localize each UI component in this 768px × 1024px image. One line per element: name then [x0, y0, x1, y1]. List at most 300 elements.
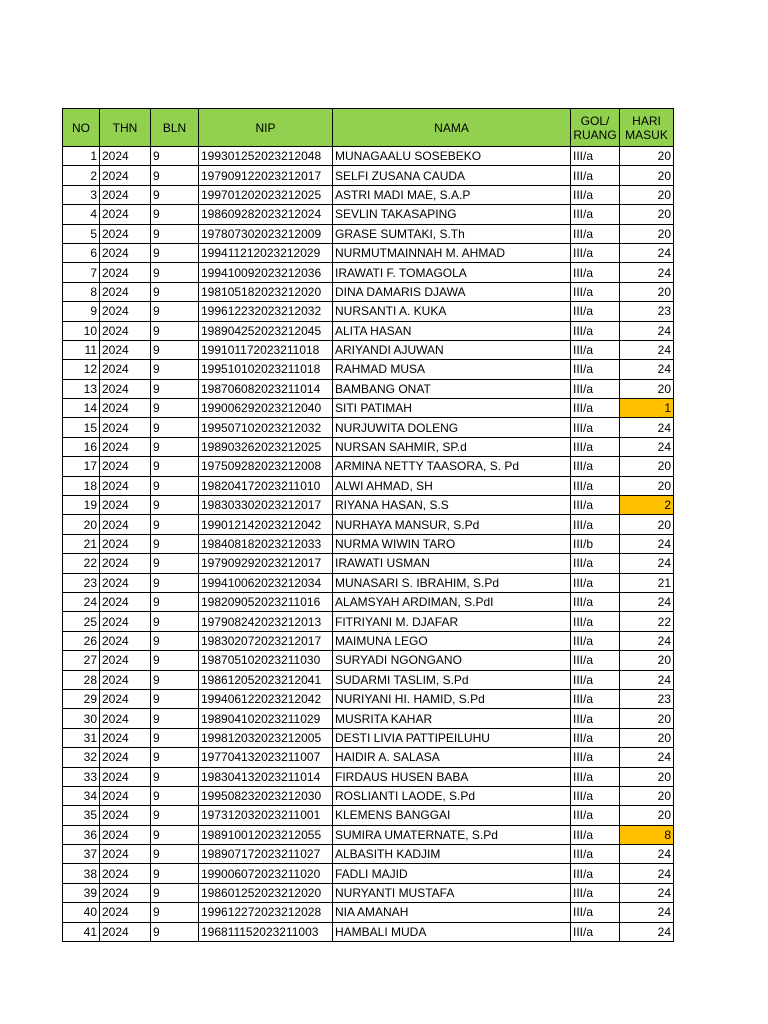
cell-hari-masuk: 20	[620, 379, 674, 398]
cell-bln: 9	[151, 573, 199, 592]
cell-thn: 2024	[100, 689, 151, 708]
cell-bln: 9	[151, 806, 199, 825]
cell-hari-masuk: 20	[620, 166, 674, 185]
cell-thn: 2024	[100, 340, 151, 359]
cell-bln: 9	[151, 224, 199, 243]
cell-nama: DINA DAMARIS DJAWA	[333, 282, 571, 301]
cell-nama: SELFI ZUSANA CAUDA	[333, 166, 571, 185]
cell-nip: 197704132023211007	[199, 748, 333, 767]
cell-hari-masuk: 24	[620, 670, 674, 689]
cell-hari-masuk: 24	[620, 243, 674, 262]
cell-nip: 199410062023212034	[199, 573, 333, 592]
table-row	[63, 806, 674, 825]
cell-thn: 2024	[100, 592, 151, 611]
cell-no: 7	[63, 263, 100, 282]
cell-gol-ruang: III/a	[571, 806, 620, 825]
table-row	[63, 379, 674, 398]
cell-gol-ruang: III/a	[571, 302, 620, 321]
cell-nip: 199406122023212042	[199, 689, 333, 708]
cell-thn: 2024	[100, 573, 151, 592]
cell-hari-masuk: 8	[620, 825, 674, 844]
cell-nip: 198209052023211016	[199, 592, 333, 611]
cell-no: 26	[63, 631, 100, 650]
table-row	[63, 748, 674, 767]
table-row	[63, 147, 674, 166]
table-row	[63, 340, 674, 359]
cell-nama: MUNASARI S. IBRAHIM, S.Pd	[333, 573, 571, 592]
cell-bln: 9	[151, 476, 199, 495]
cell-gol-ruang: III/a	[571, 379, 620, 398]
cell-bln: 9	[151, 689, 199, 708]
cell-bln: 9	[151, 496, 199, 515]
cell-nip: 198601252023212020	[199, 883, 333, 902]
cell-gol-ruang: III/a	[571, 786, 620, 805]
cell-no: 41	[63, 922, 100, 941]
cell-no: 1	[63, 147, 100, 166]
cell-nama: ALITA HASAN	[333, 321, 571, 340]
cell-thn: 2024	[100, 457, 151, 476]
header-gol-line1: GOL/	[580, 113, 610, 128]
cell-no: 4	[63, 205, 100, 224]
table-row	[63, 612, 674, 631]
cell-nip: 199411212023212029	[199, 243, 333, 262]
table-row	[63, 786, 674, 805]
cell-hari-masuk: 20	[620, 709, 674, 728]
cell-gol-ruang: III/a	[571, 631, 620, 650]
cell-thn: 2024	[100, 302, 151, 321]
cell-nip: 197908242023212013	[199, 612, 333, 631]
table-row	[63, 845, 674, 864]
cell-thn: 2024	[100, 166, 151, 185]
table-row	[63, 515, 674, 534]
cell-nama: RIYANA HASAN, S.S	[333, 496, 571, 515]
cell-no: 22	[63, 554, 100, 573]
cell-nama: SITI PATIMAH	[333, 399, 571, 418]
cell-thn: 2024	[100, 534, 151, 553]
cell-nip: 199012142023212042	[199, 515, 333, 534]
cell-nama: HAMBALI MUDA	[333, 922, 571, 941]
cell-nama: NURIYANI HI. HAMID, S.Pd	[333, 689, 571, 708]
cell-bln: 9	[151, 282, 199, 301]
cell-thn: 2024	[100, 651, 151, 670]
cell-thn: 2024	[100, 670, 151, 689]
cell-bln: 9	[151, 748, 199, 767]
cell-thn: 2024	[100, 399, 151, 418]
cell-bln: 9	[151, 709, 199, 728]
cell-no: 14	[63, 399, 100, 418]
cell-thn: 2024	[100, 554, 151, 573]
cell-nip: 198304132023211014	[199, 767, 333, 786]
cell-nama: FITRIYANI M. DJAFAR	[333, 612, 571, 631]
cell-hari-masuk: 21	[620, 573, 674, 592]
cell-no: 12	[63, 360, 100, 379]
cell-no: 19	[63, 496, 100, 515]
cell-thn: 2024	[100, 709, 151, 728]
cell-bln: 9	[151, 883, 199, 902]
cell-no: 8	[63, 282, 100, 301]
header-gol-line2: RUANG	[573, 127, 617, 142]
cell-hari-masuk: 24	[620, 360, 674, 379]
cell-no: 35	[63, 806, 100, 825]
cell-nip: 198903262023212025	[199, 437, 333, 456]
cell-bln: 9	[151, 379, 199, 398]
cell-thn: 2024	[100, 418, 151, 437]
cell-gol-ruang: III/a	[571, 476, 620, 495]
cell-nip: 198705102023211030	[199, 651, 333, 670]
cell-no: 29	[63, 689, 100, 708]
cell-thn: 2024	[100, 360, 151, 379]
cell-nama: SUMIRA UMATERNATE, S.Pd	[333, 825, 571, 844]
table-row	[63, 670, 674, 689]
cell-nip: 198706082023211014	[199, 379, 333, 398]
cell-thn: 2024	[100, 437, 151, 456]
cell-no: 13	[63, 379, 100, 398]
cell-no: 38	[63, 864, 100, 883]
cell-nama: MAIMUNA LEGO	[333, 631, 571, 650]
header-gol-ruang	[571, 109, 620, 147]
cell-nama: ALAMSYAH ARDIMAN, S.PdI	[333, 592, 571, 611]
cell-no: 18	[63, 476, 100, 495]
cell-no: 9	[63, 302, 100, 321]
cell-thn: 2024	[100, 185, 151, 204]
cell-nip: 196811152023211003	[199, 922, 333, 941]
cell-nama: BAMBANG ONAT	[333, 379, 571, 398]
cell-nip: 198612052023212041	[199, 670, 333, 689]
cell-no: 3	[63, 185, 100, 204]
table-row	[63, 825, 674, 844]
cell-nama: ALWI AHMAD, SH	[333, 476, 571, 495]
cell-hari-masuk: 22	[620, 612, 674, 631]
cell-no: 15	[63, 418, 100, 437]
cell-nip: 198907172023211027	[199, 845, 333, 864]
cell-nama: MUSRITA KAHAR	[333, 709, 571, 728]
cell-bln: 9	[151, 903, 199, 922]
cell-gol-ruang: III/a	[571, 282, 620, 301]
cell-nama: NURHAYA MANSUR, S.Pd	[333, 515, 571, 534]
cell-bln: 9	[151, 534, 199, 553]
cell-bln: 9	[151, 670, 199, 689]
table-row	[63, 321, 674, 340]
cell-thn: 2024	[100, 786, 151, 805]
cell-hari-masuk: 20	[620, 185, 674, 204]
cell-hari-masuk: 20	[620, 224, 674, 243]
header-nip: NIP	[199, 109, 333, 147]
cell-bln: 9	[151, 457, 199, 476]
table-row	[63, 224, 674, 243]
cell-bln: 9	[151, 321, 199, 340]
cell-nama: ROSLIANTI LAODE, S.Pd	[333, 786, 571, 805]
cell-gol-ruang: III/a	[571, 728, 620, 747]
header-hari-line2: MASUK	[625, 127, 668, 142]
cell-nama: IRAWATI USMAN	[333, 554, 571, 573]
cell-gol-ruang: III/a	[571, 457, 620, 476]
cell-bln: 9	[151, 845, 199, 864]
cell-nama: FIRDAUS HUSEN BABA	[333, 767, 571, 786]
cell-bln: 9	[151, 554, 199, 573]
cell-hari-masuk: 20	[620, 147, 674, 166]
cell-nama: ARMINA NETTY TAASORA, S. Pd	[333, 457, 571, 476]
cell-bln: 9	[151, 825, 199, 844]
cell-nip: 197509282023212008	[199, 457, 333, 476]
cell-gol-ruang: III/a	[571, 205, 620, 224]
table-row	[63, 709, 674, 728]
cell-gol-ruang: III/a	[571, 883, 620, 902]
cell-no: 34	[63, 786, 100, 805]
cell-bln: 9	[151, 651, 199, 670]
cell-thn: 2024	[100, 205, 151, 224]
table-row	[63, 864, 674, 883]
cell-no: 32	[63, 748, 100, 767]
cell-nip: 199410092023212036	[199, 263, 333, 282]
cell-thn: 2024	[100, 922, 151, 941]
cell-gol-ruang: III/a	[571, 845, 620, 864]
cell-bln: 9	[151, 786, 199, 805]
cell-gol-ruang: III/a	[571, 709, 620, 728]
table-row	[63, 573, 674, 592]
cell-gol-ruang: III/a	[571, 651, 620, 670]
cell-nip: 199508232023212030	[199, 786, 333, 805]
cell-gol-ruang: III/a	[571, 399, 620, 418]
cell-thn: 2024	[100, 476, 151, 495]
cell-no: 6	[63, 243, 100, 262]
cell-no: 30	[63, 709, 100, 728]
cell-gol-ruang: III/a	[571, 573, 620, 592]
cell-gol-ruang: III/a	[571, 592, 620, 611]
cell-thn: 2024	[100, 748, 151, 767]
cell-thn: 2024	[100, 864, 151, 883]
cell-hari-masuk: 24	[620, 263, 674, 282]
table-row	[63, 476, 674, 495]
cell-gol-ruang: III/a	[571, 360, 620, 379]
cell-thn: 2024	[100, 321, 151, 340]
cell-nip: 197312032023211001	[199, 806, 333, 825]
cell-no: 2	[63, 166, 100, 185]
cell-thn: 2024	[100, 825, 151, 844]
cell-hari-masuk: 24	[620, 903, 674, 922]
cell-no: 20	[63, 515, 100, 534]
cell-gol-ruang: III/a	[571, 670, 620, 689]
table-row	[63, 166, 674, 185]
cell-gol-ruang: III/a	[571, 612, 620, 631]
cell-bln: 9	[151, 515, 199, 534]
cell-bln: 9	[151, 263, 199, 282]
cell-no: 17	[63, 457, 100, 476]
table-row	[63, 263, 674, 282]
cell-nip: 199101172023211018	[199, 340, 333, 359]
cell-no: 33	[63, 767, 100, 786]
cell-no: 25	[63, 612, 100, 631]
cell-no: 27	[63, 651, 100, 670]
cell-hari-masuk: 24	[620, 554, 674, 573]
cell-gol-ruang: III/a	[571, 166, 620, 185]
cell-nama: FADLI MAJID	[333, 864, 571, 883]
cell-gol-ruang: III/a	[571, 185, 620, 204]
cell-nama: NURYANTI MUSTAFA	[333, 883, 571, 902]
cell-bln: 9	[151, 399, 199, 418]
cell-thn: 2024	[100, 224, 151, 243]
cell-nip: 198609282023212024	[199, 205, 333, 224]
cell-nip: 197807302023212009	[199, 224, 333, 243]
cell-nama: ALBASITH KADJIM	[333, 845, 571, 864]
cell-bln: 9	[151, 864, 199, 883]
cell-hari-masuk: 20	[620, 651, 674, 670]
cell-thn: 2024	[100, 243, 151, 262]
cell-gol-ruang: III/a	[571, 554, 620, 573]
table-row	[63, 282, 674, 301]
cell-hari-masuk: 24	[620, 534, 674, 553]
cell-hari-masuk: 20	[620, 205, 674, 224]
cell-hari-masuk: 24	[620, 883, 674, 902]
table-row	[63, 360, 674, 379]
cell-no: 40	[63, 903, 100, 922]
cell-nama: MUNAGAALU SOSEBEKO	[333, 147, 571, 166]
table-row	[63, 554, 674, 573]
cell-no: 39	[63, 883, 100, 902]
cell-nip: 197909292023212017	[199, 554, 333, 573]
table-row	[63, 883, 674, 902]
header-nama: NAMA	[333, 109, 571, 147]
cell-bln: 9	[151, 243, 199, 262]
cell-hari-masuk: 24	[620, 340, 674, 359]
cell-nama: SUDARMI TASLIM, S.Pd	[333, 670, 571, 689]
cell-hari-masuk: 23	[620, 302, 674, 321]
cell-no: 36	[63, 825, 100, 844]
cell-bln: 9	[151, 185, 199, 204]
cell-nama: SURYADI NGONGANO	[333, 651, 571, 670]
cell-thn: 2024	[100, 515, 151, 534]
cell-nama: DESTI LIVIA PATTIPEILUHU	[333, 728, 571, 747]
cell-bln: 9	[151, 205, 199, 224]
cell-no: 24	[63, 592, 100, 611]
cell-nip: 198910012023212055	[199, 825, 333, 844]
table-row	[63, 728, 674, 747]
cell-nama: ARIYANDI AJUWAN	[333, 340, 571, 359]
cell-bln: 9	[151, 631, 199, 650]
cell-no: 5	[63, 224, 100, 243]
header-bln: BLN	[151, 109, 199, 147]
cell-hari-masuk: 20	[620, 457, 674, 476]
cell-hari-masuk: 20	[620, 515, 674, 534]
cell-gol-ruang: III/a	[571, 748, 620, 767]
header-no: NO	[63, 109, 100, 147]
cell-hari-masuk: 24	[620, 864, 674, 883]
cell-bln: 9	[151, 418, 199, 437]
cell-hari-masuk: 24	[620, 418, 674, 437]
cell-bln: 9	[151, 767, 199, 786]
table-row	[63, 922, 674, 941]
attendance-table	[62, 108, 674, 942]
cell-thn: 2024	[100, 282, 151, 301]
cell-gol-ruang: III/a	[571, 321, 620, 340]
cell-hari-masuk: 24	[620, 748, 674, 767]
cell-no: 23	[63, 573, 100, 592]
cell-bln: 9	[151, 612, 199, 631]
cell-nip: 199006072023211020	[199, 864, 333, 883]
cell-gol-ruang: III/b	[571, 534, 620, 553]
cell-nip: 198303302023212017	[199, 496, 333, 515]
cell-nama: KLEMENS BANGGAI	[333, 806, 571, 825]
cell-gol-ruang: III/a	[571, 767, 620, 786]
cell-hari-masuk: 24	[620, 437, 674, 456]
cell-nip: 199301252023212048	[199, 147, 333, 166]
table-row	[63, 631, 674, 650]
cell-thn: 2024	[100, 767, 151, 786]
cell-nip: 198302072023212017	[199, 631, 333, 650]
table-row	[63, 185, 674, 204]
cell-gol-ruang: III/a	[571, 496, 620, 515]
cell-nama: HAIDIR A. SALASA	[333, 748, 571, 767]
cell-nip: 197909122023212017	[199, 166, 333, 185]
cell-thn: 2024	[100, 379, 151, 398]
cell-thn: 2024	[100, 903, 151, 922]
cell-nama: NURJUWITA DOLENG	[333, 418, 571, 437]
cell-nama: NURSANTI A. KUKA	[333, 302, 571, 321]
cell-gol-ruang: III/a	[571, 263, 620, 282]
cell-gol-ruang: III/a	[571, 689, 620, 708]
cell-bln: 9	[151, 147, 199, 166]
cell-thn: 2024	[100, 728, 151, 747]
cell-hari-masuk: 20	[620, 786, 674, 805]
cell-bln: 9	[151, 728, 199, 747]
cell-nip: 199701202023212025	[199, 185, 333, 204]
cell-nip: 199612232023212032	[199, 302, 333, 321]
cell-nama: RAHMAD MUSA	[333, 360, 571, 379]
header-hari-masuk	[620, 109, 674, 147]
cell-nip: 198105182023212020	[199, 282, 333, 301]
table-row	[63, 689, 674, 708]
cell-hari-masuk: 20	[620, 806, 674, 825]
cell-nama: GRASE SUMTAKI, S.Th	[333, 224, 571, 243]
cell-no: 10	[63, 321, 100, 340]
cell-gol-ruang: III/a	[571, 147, 620, 166]
table-row	[63, 592, 674, 611]
cell-bln: 9	[151, 437, 199, 456]
cell-hari-masuk: 24	[620, 321, 674, 340]
cell-no: 31	[63, 728, 100, 747]
cell-hari-masuk: 20	[620, 767, 674, 786]
table-row	[63, 534, 674, 553]
table-row	[63, 651, 674, 670]
table-row	[63, 302, 674, 321]
cell-thn: 2024	[100, 147, 151, 166]
cell-gol-ruang: III/a	[571, 243, 620, 262]
cell-gol-ruang: III/a	[571, 922, 620, 941]
table-row	[63, 205, 674, 224]
table-row	[63, 418, 674, 437]
cell-bln: 9	[151, 922, 199, 941]
cell-nip: 199507102023212032	[199, 418, 333, 437]
cell-hari-masuk: 24	[620, 845, 674, 864]
cell-nama: NURMA WIWIN TARO	[333, 534, 571, 553]
cell-nama: SEVLIN TAKASAPING	[333, 205, 571, 224]
cell-hari-masuk: 1	[620, 399, 674, 418]
table-row	[63, 496, 674, 515]
cell-bln: 9	[151, 592, 199, 611]
cell-bln: 9	[151, 360, 199, 379]
table-body	[63, 147, 674, 942]
cell-hari-masuk: 23	[620, 689, 674, 708]
cell-thn: 2024	[100, 806, 151, 825]
header-thn: THN	[100, 109, 151, 147]
cell-nip: 198204172023211010	[199, 476, 333, 495]
table-row	[63, 903, 674, 922]
table-row	[63, 399, 674, 418]
cell-no: 28	[63, 670, 100, 689]
table-header	[63, 109, 674, 147]
cell-nip: 198904102023211029	[199, 709, 333, 728]
cell-gol-ruang: III/a	[571, 437, 620, 456]
cell-bln: 9	[151, 340, 199, 359]
